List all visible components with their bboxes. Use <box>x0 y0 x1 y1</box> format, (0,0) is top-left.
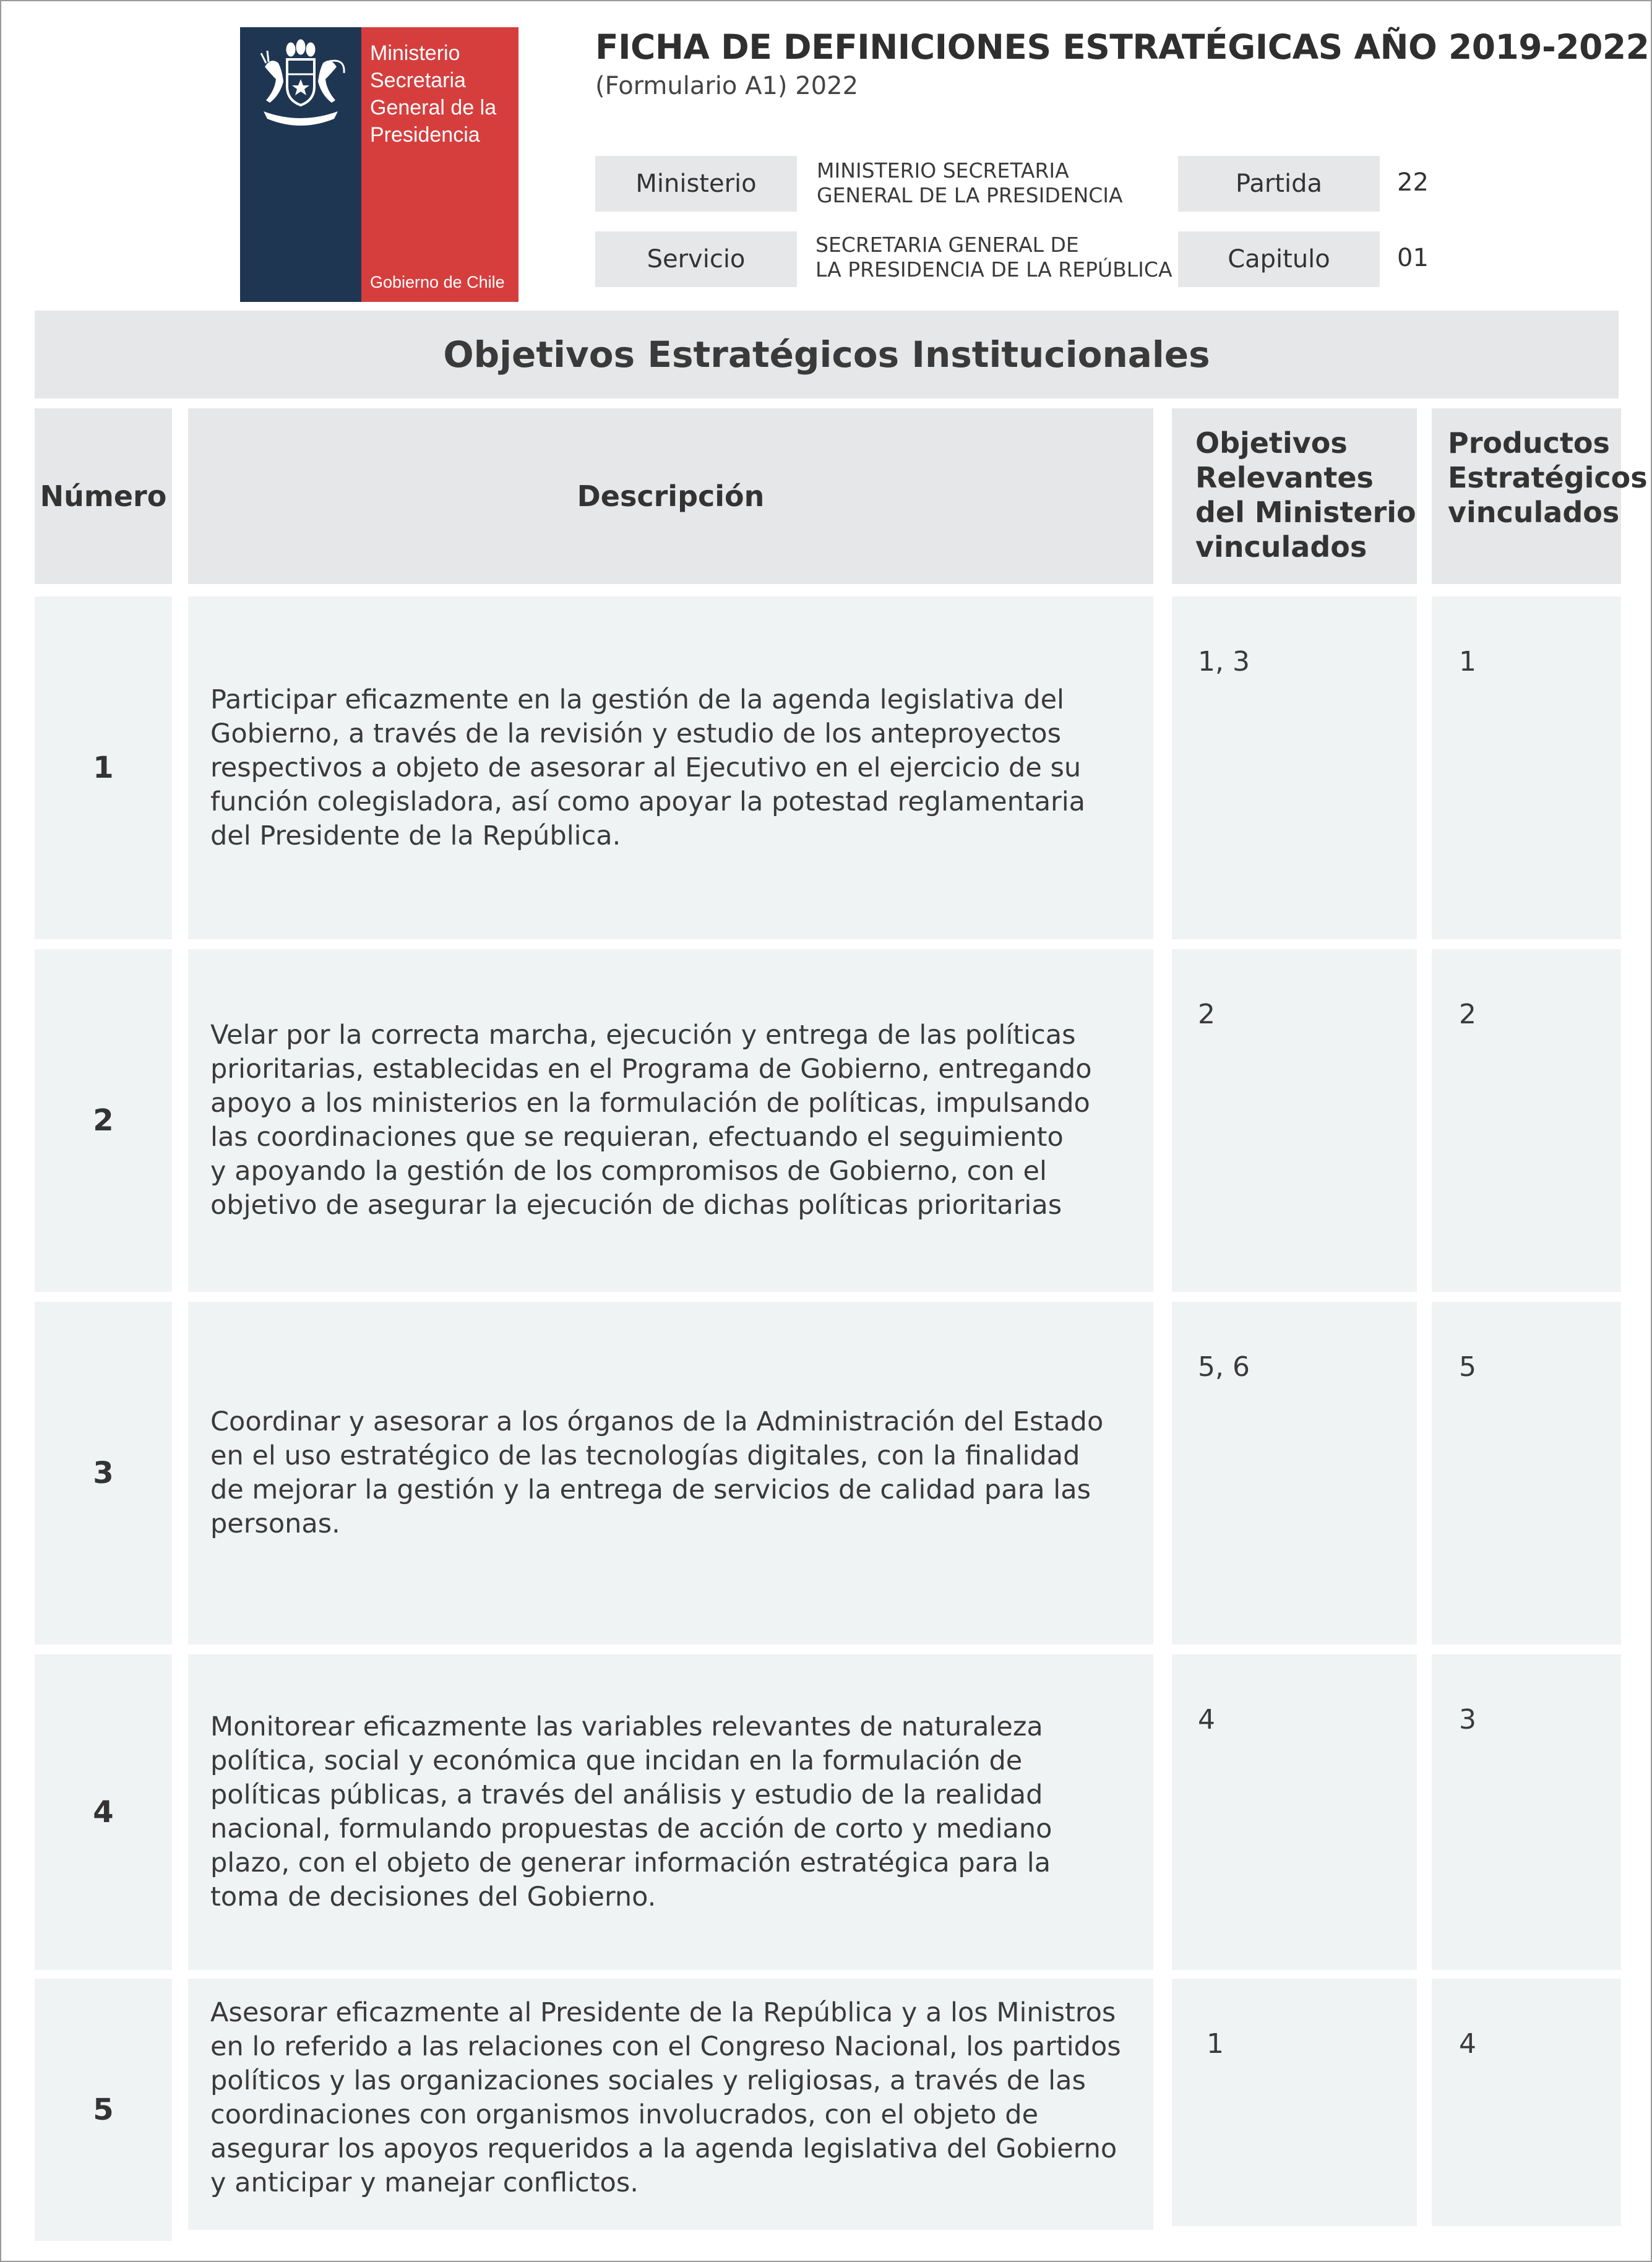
description-line: respectivos a objeto de asesorar al Ejecutivo en el ejercicio de su <box>210 752 1082 783</box>
row-5-productos: 4 <box>1459 2028 1476 2060</box>
description-line: Velar por la correcta marcha, ejecución y entrega de las políticas <box>210 1020 1076 1051</box>
description-line: asegurar los apoyos requeridos a la agenda legislativa del Gobierno <box>210 2133 1117 2164</box>
servicio-value-line: LA PRESIDENCIA DE LA REPÚBLICA <box>815 257 1172 282</box>
description-line: políticas públicas, a través del análisis y estudio de la realidad <box>210 1779 1043 1810</box>
row-2-descripcion <box>188 949 1153 1292</box>
logo-ministry-name <box>370 40 518 148</box>
description-line: personas. <box>210 1508 340 1539</box>
ministry-logo <box>240 27 518 302</box>
row-5-objetivos-cell <box>1172 1979 1417 2226</box>
description-line: función colegisladora, así como apoyar la potestad reglamentaria <box>210 786 1086 817</box>
row-5-objetivos: 1 <box>1207 2028 1224 2060</box>
description-line: y apoyando la gestión de los compromisos de Gobierno, con el <box>210 1156 1047 1187</box>
row-3-objetivos: 5, 6 <box>1198 1351 1250 1383</box>
capitulo-value: 01 <box>1397 244 1429 272</box>
header-line: vinculados <box>1195 530 1367 564</box>
servicio-value-line: SECRETARIA GENERAL DE <box>815 233 1079 257</box>
row-4-productos: 3 <box>1459 1704 1476 1735</box>
description-line: del Presidente de la República. <box>210 820 621 851</box>
description-line: prioritarias, establecidas en el Programa de Gobierno, entregando <box>210 1054 1092 1085</box>
row-5-descripcion <box>188 1979 1153 2230</box>
row-4-objetivos-cell <box>1172 1654 1417 1970</box>
column-header-numero: Número <box>35 408 172 584</box>
row-3-numero: 3 <box>35 1302 172 1645</box>
ministerio-label: Ministerio <box>595 156 797 212</box>
description-line: Monitorear eficazmente las variables relevantes de naturaleza <box>210 1711 1043 1742</box>
servicio-label: Servicio <box>595 231 797 287</box>
row-3-descripcion <box>188 1302 1153 1645</box>
chile-coat-of-arms-icon <box>252 38 349 137</box>
description-line: Asesorar eficazmente al Presidente de la República y a los Ministros <box>210 1997 1116 2028</box>
header-line: Productos <box>1448 426 1610 460</box>
description-line: objetivo de asegurar la ejecución de dichas políticas prioritarias <box>210 1190 1062 1221</box>
description-line: en lo referido a las relaciones con el Congreso Nacional, los partidos <box>210 2031 1121 2062</box>
description-line: política, social y económica que incidan en la formulación de <box>210 1745 1023 1776</box>
row-5-numero: 5 <box>35 1979 172 2241</box>
column-header-descripcion: Descripción <box>188 408 1153 584</box>
row-4-numero: 4 <box>35 1654 172 1970</box>
header-line: Estratégicos <box>1448 461 1648 494</box>
description-line: Gobierno, a través de la revisión y estudio de los anteproyectos <box>210 718 1061 749</box>
row-3-productos: 5 <box>1459 1351 1476 1383</box>
description-line: Participar eficazmente en la gestión de la agenda legislativa del <box>210 684 1064 715</box>
row-1-objetivos: 1, 3 <box>1198 646 1250 677</box>
partida-label: Partida <box>1178 156 1380 212</box>
row-1-objetivos-cell <box>1172 596 1417 939</box>
row-2-productos: 2 <box>1459 999 1476 1030</box>
column-header-productos <box>1432 408 1648 584</box>
page-subtitle: (Formulario A1) 2022 <box>595 72 859 100</box>
description-line: toma de decisiones del Gobierno. <box>210 1881 656 1912</box>
row-5-productos-cell <box>1432 1979 1621 2226</box>
description-line: Coordinar y asesorar a los órganos de la Administración del Estado <box>210 1406 1104 1437</box>
description-line: nacional, formulando propuestas de acción de corto y mediano <box>210 1813 1052 1844</box>
ministerio-value-line: MINISTERIO SECRETARIA <box>817 158 1069 183</box>
row-2-objetivos: 2 <box>1198 999 1215 1030</box>
header-line: Relevantes <box>1195 461 1374 494</box>
description-line: de mejorar la gestión y la entrega de servicios de calidad para las <box>210 1474 1091 1505</box>
row-4-productos-cell <box>1432 1654 1621 1970</box>
servicio-value <box>815 233 1172 282</box>
logo-footer: Gobierno de Chile <box>370 273 505 291</box>
row-4-objetivos: 4 <box>1198 1704 1215 1735</box>
row-2-objetivos-cell <box>1172 949 1417 1292</box>
row-2-productos-cell <box>1432 949 1621 1292</box>
description-line: en el uso estratégico de las tecnologías digitales, con la finalidad <box>210 1440 1080 1471</box>
row-3-objetivos-cell <box>1172 1302 1417 1645</box>
logo-name-line: Ministerio <box>370 41 460 65</box>
logo-name-line: General de la <box>370 96 497 119</box>
row-1-productos: 1 <box>1459 646 1476 677</box>
row-1-productos-cell <box>1432 596 1621 939</box>
row-4-descripcion <box>188 1654 1153 1970</box>
ministerio-value-line: GENERAL DE LA PRESIDENCIA <box>817 183 1123 207</box>
header-line: vinculados <box>1448 496 1620 529</box>
row-3-productos-cell <box>1432 1302 1621 1645</box>
logo-name-line: Secretaria <box>370 69 466 92</box>
section-title: Objetivos Estratégicos Institucionales <box>35 311 1619 398</box>
header-line: Objetivos <box>1195 426 1348 460</box>
description-line: plazo, con el objeto de generar información estratégica para la <box>210 1847 1051 1878</box>
description-line: las coordinaciones que se requieran, efectuando el seguimiento <box>210 1122 1064 1153</box>
logo-name-line: Presidencia <box>370 123 480 147</box>
column-header-objetivos <box>1172 408 1417 584</box>
description-line: políticos y las organizaciones sociales y religiosas, a través de las <box>210 2065 1086 2096</box>
capitulo-label: Capitulo <box>1178 231 1380 287</box>
ministerio-value <box>817 158 1123 208</box>
partida-value: 22 <box>1397 168 1429 197</box>
description-line: apoyo a los ministerios en la formulación de políticas, impulsando <box>210 1088 1090 1119</box>
row-1-numero: 1 <box>35 596 172 939</box>
page-title: FICHA DE DEFINICIONES ESTRATÉGICAS AÑO 2019-2022 <box>595 27 1650 67</box>
row-1-descripcion <box>188 596 1153 939</box>
header-line: del Ministerio <box>1195 496 1416 529</box>
row-2-numero: 2 <box>35 949 172 1292</box>
description-line: y anticipar y manejar conflictos. <box>210 2167 639 2198</box>
description-line: coordinaciones con organismos involucrados, con el objeto de <box>210 2099 1039 2130</box>
